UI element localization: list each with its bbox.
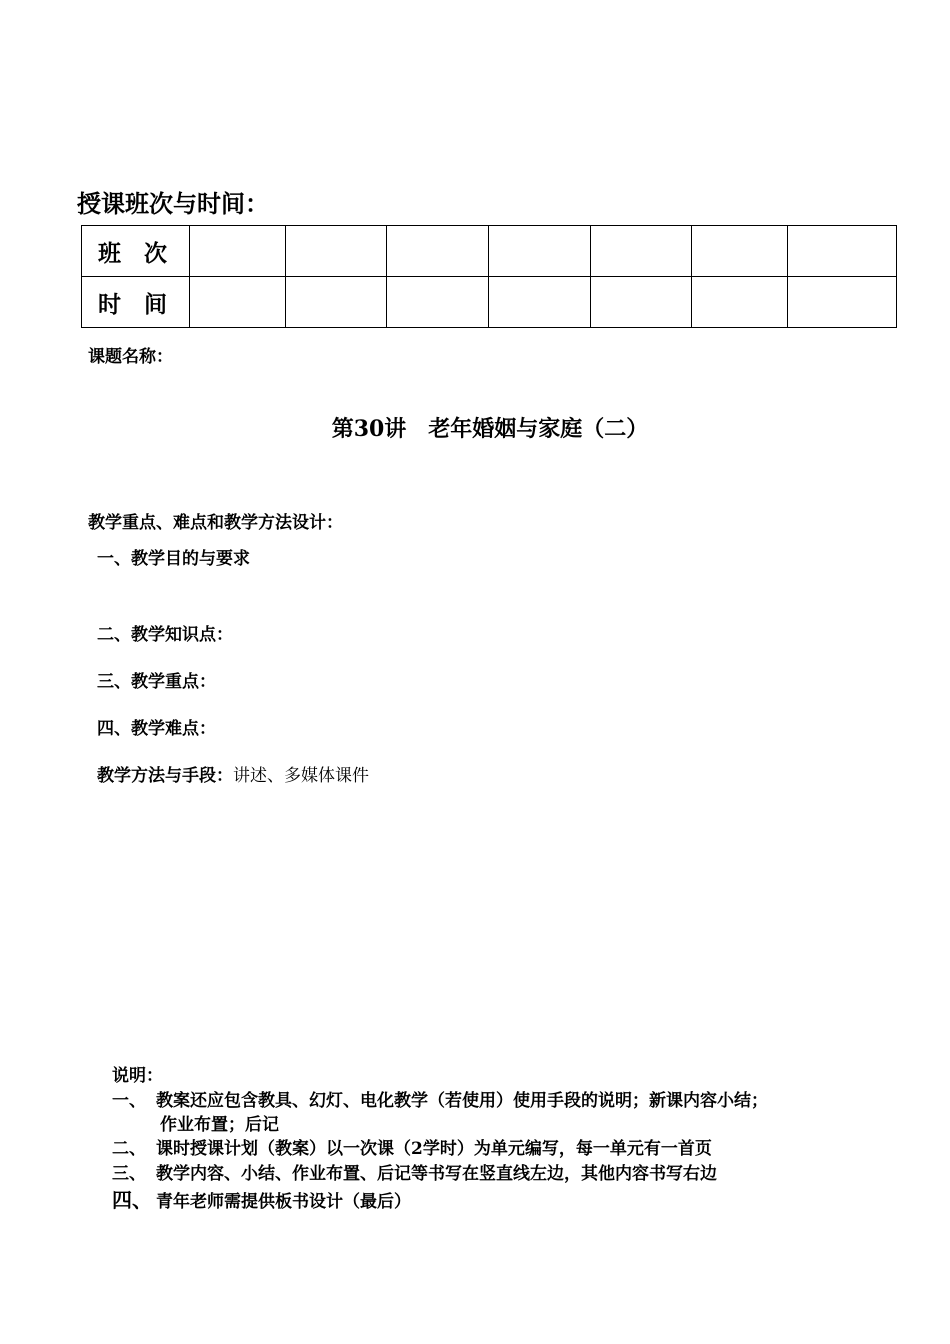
table-cell[interactable] bbox=[190, 226, 286, 277]
note-item-4 bbox=[112, 1184, 411, 1213]
row-label-time: 时 间 bbox=[82, 277, 190, 328]
note-item-3 bbox=[112, 1159, 717, 1184]
lecture-title: 第30讲 老年婚姻与家庭（二） bbox=[331, 416, 649, 442]
notes-label: 说明： bbox=[112, 1066, 163, 1086]
note-item-1 bbox=[112, 1086, 768, 1111]
table-cell[interactable] bbox=[387, 277, 489, 328]
note-text: 教案还应包含教具、幻灯、电化教学（若使用）使用手段的说明；新课内容小结； bbox=[156, 1091, 768, 1111]
design-item-knowledge-points: 二、教学知识点： bbox=[97, 625, 233, 645]
table-row-class bbox=[82, 226, 897, 277]
note-number: 二、 bbox=[112, 1139, 146, 1159]
row-label-class: 班 次 bbox=[82, 226, 190, 277]
teaching-method-value: 讲述、多媒体课件 bbox=[233, 766, 369, 786]
note-number: 一、 bbox=[112, 1091, 146, 1111]
table-row-time bbox=[82, 277, 897, 328]
table-cell[interactable] bbox=[692, 277, 788, 328]
table-cell[interactable] bbox=[190, 277, 286, 328]
schedule-heading: 授课班次与时间： bbox=[77, 189, 269, 218]
table-cell[interactable] bbox=[591, 226, 692, 277]
table-cell[interactable] bbox=[387, 226, 489, 277]
note-number: 四、 bbox=[112, 1188, 152, 1212]
table-cell[interactable] bbox=[692, 226, 788, 277]
note-text: 教学内容、小结、作业布置、后记等书写在竖直线左边，其他内容书写右边 bbox=[156, 1164, 717, 1184]
design-item-key-points: 三、教学重点： bbox=[97, 672, 216, 692]
design-item-difficult-points: 四、教学难点： bbox=[97, 719, 216, 739]
note-item-1-continuation: 作业布置；后记 bbox=[160, 1115, 279, 1135]
note-number: 三、 bbox=[112, 1164, 146, 1184]
table-cell[interactable] bbox=[788, 226, 897, 277]
teaching-method-label: 教学方法与手段： bbox=[97, 766, 233, 786]
table-cell[interactable] bbox=[489, 226, 591, 277]
table-cell[interactable] bbox=[591, 277, 692, 328]
table-cell[interactable] bbox=[489, 277, 591, 328]
note-item-2 bbox=[112, 1134, 712, 1159]
schedule-table bbox=[81, 225, 897, 328]
note-text: 青年老师需提供板书设计（最后） bbox=[156, 1192, 411, 1212]
topic-label: 课题名称： bbox=[88, 347, 173, 367]
note-text: 课时授课计划（教案）以一次课（2学时）为单元编写，每一单元有一首页 bbox=[156, 1139, 712, 1159]
teaching-method-line bbox=[97, 761, 369, 786]
design-label: 教学重点、难点和教学方法设计： bbox=[88, 513, 343, 533]
table-cell[interactable] bbox=[286, 277, 387, 328]
table-cell[interactable] bbox=[286, 226, 387, 277]
design-item-objectives: 一、教学目的与要求 bbox=[97, 549, 250, 569]
table-cell[interactable] bbox=[788, 277, 897, 328]
